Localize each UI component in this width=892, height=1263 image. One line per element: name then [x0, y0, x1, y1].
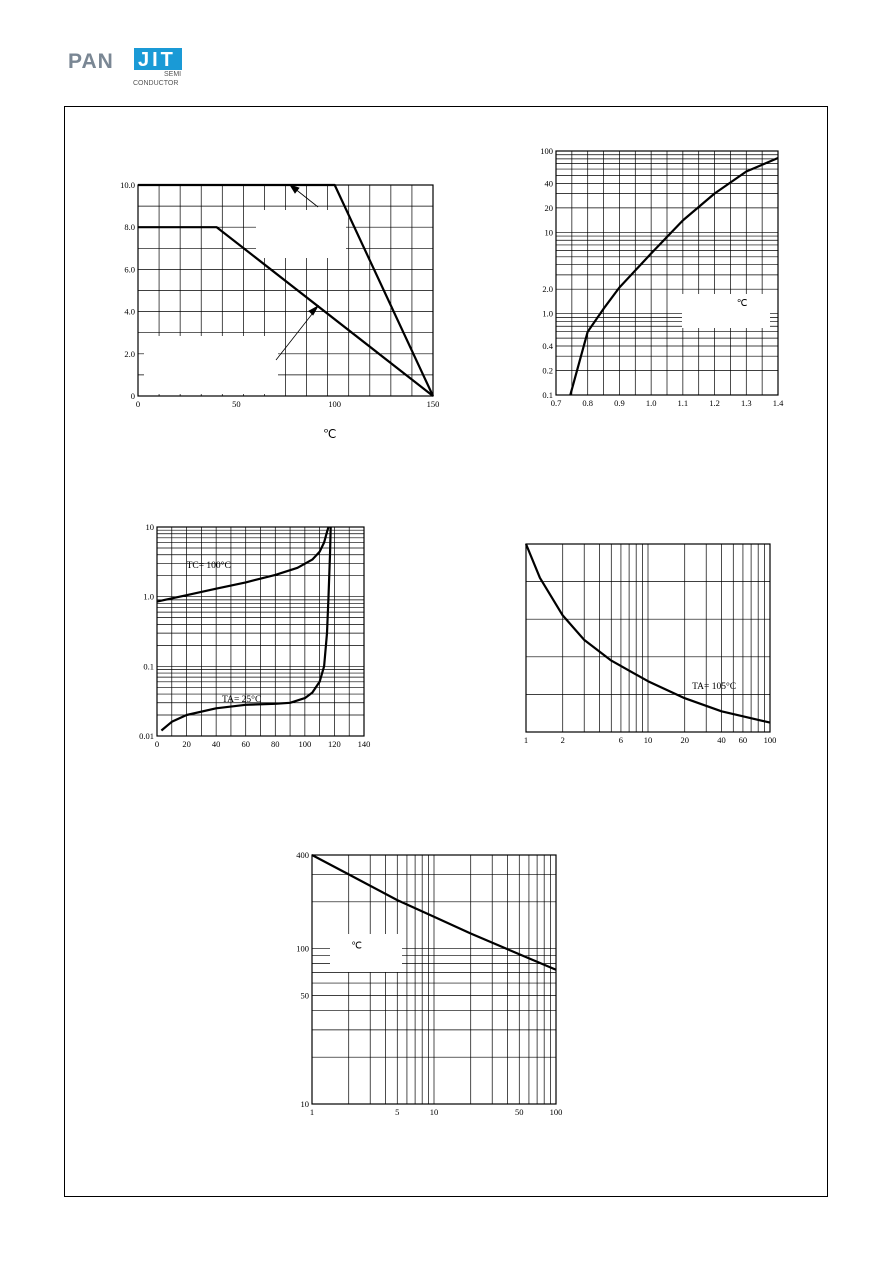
x-tick-label: 100 — [328, 399, 342, 409]
chart-grid — [556, 151, 778, 395]
x-tick-label: 6 — [618, 735, 624, 745]
x-tick-label: 0 — [135, 399, 141, 409]
y-tick-label: 0 — [130, 391, 135, 401]
series-line-1 — [157, 527, 329, 602]
x-tick-label: 0.7 — [550, 398, 562, 408]
y-tick-label: 1.0 — [143, 591, 154, 602]
y-tick-label: 1.0 — [542, 308, 553, 319]
x-tick-label: 40 — [211, 739, 221, 749]
label-patch — [256, 210, 346, 258]
label-patch — [682, 294, 770, 328]
y-tick-label: 10 — [300, 1099, 309, 1109]
x-tick-label: 1 — [309, 1107, 315, 1117]
x-tick-label: 100 — [549, 1107, 563, 1117]
arrow-line — [276, 309, 316, 360]
arrow-line — [294, 188, 318, 207]
x-tick-label: 20 — [680, 735, 689, 745]
x-tick-label: 120 — [328, 739, 341, 749]
chart-annotation: TC= 100°C — [186, 560, 231, 571]
y-tick-label: 0.4 — [542, 341, 553, 352]
x-tick-label: 140 — [357, 739, 371, 749]
chart-4 — [524, 544, 777, 745]
logo-brand-right: JIT — [138, 49, 176, 71]
x-tick-label: 100 — [298, 739, 312, 749]
x-tick-label: 20 — [182, 739, 191, 749]
y-tick-label: 400 — [296, 850, 309, 860]
x-tick-label: 10 — [643, 735, 653, 745]
x-tick-label: 10 — [429, 1107, 439, 1117]
label-patch — [330, 934, 402, 972]
y-tick-label: 0.2 — [542, 365, 553, 376]
y-tick-label: 100 — [540, 146, 553, 156]
chart-grid — [526, 544, 770, 732]
x-tick-label: 1.3 — [740, 398, 752, 408]
x-tick-label: 80 — [271, 739, 280, 749]
chart-annotation: ℃ — [351, 941, 362, 952]
y-tick-label: 0.1 — [542, 390, 553, 400]
y-tick-label: 0.1 — [143, 661, 154, 672]
x-tick-label: 5 — [395, 1107, 400, 1117]
y-tick-label: 2.0 — [542, 284, 553, 295]
logo-subtitle-semi: SEMI — [164, 71, 182, 78]
x-tick-label: 2 — [560, 735, 565, 745]
y-tick-label: 0.01 — [139, 731, 154, 741]
x-tick-label: 0.9 — [614, 398, 625, 408]
chart-annotation: TA= 105°C — [692, 681, 737, 692]
x-tick-label: 0 — [154, 739, 160, 749]
chart-grid — [312, 855, 556, 1104]
x-axis-label: ℃ — [323, 427, 337, 441]
y-tick-label: 10 — [145, 522, 154, 532]
x-tick-label: 60 — [241, 739, 250, 749]
chart-annotation: ℃ — [736, 298, 748, 309]
x-tick-label: 60 — [738, 735, 748, 745]
x-tick-label: 40 — [717, 735, 726, 745]
label-patch — [144, 336, 278, 394]
y-tick-label: 40 — [544, 178, 553, 189]
x-tick-label: 1.1 — [677, 398, 689, 408]
x-tick-label: 1 — [523, 735, 529, 745]
x-tick-label: 100 — [763, 735, 777, 745]
arrow-head — [309, 306, 318, 315]
x-tick-label: 0.8 — [582, 398, 594, 408]
chart-5 — [296, 850, 562, 1117]
y-tick-label: 20 — [544, 202, 553, 213]
chart-3 — [139, 522, 370, 749]
y-tick-label: 10.0 — [120, 180, 135, 190]
x-tick-label: 1.4 — [772, 398, 784, 408]
chart-2 — [540, 146, 784, 408]
y-tick-label: 50 — [300, 990, 309, 1001]
x-tick-label: 50 — [232, 399, 241, 409]
y-tick-label: 2.0 — [124, 348, 135, 359]
y-tick-label: 4.0 — [124, 306, 135, 317]
x-tick-label: 1.0 — [645, 398, 657, 408]
logo-subtitle-conductor: CONDUCTOR — [133, 80, 179, 87]
y-tick-label: 6.0 — [124, 264, 135, 275]
y-tick-label: 8.0 — [124, 222, 135, 233]
chart-1 — [120, 180, 439, 441]
x-tick-label: 150 — [426, 399, 440, 409]
x-tick-label: 1.2 — [709, 398, 720, 408]
chart-annotation: TA= 25°C — [222, 694, 262, 705]
x-tick-label: 50 — [515, 1107, 524, 1117]
y-tick-label: 10 — [544, 227, 553, 238]
arrow-head — [290, 185, 299, 193]
y-tick-label: 100 — [296, 943, 309, 954]
logo-brand-left: PAN — [68, 50, 114, 73]
